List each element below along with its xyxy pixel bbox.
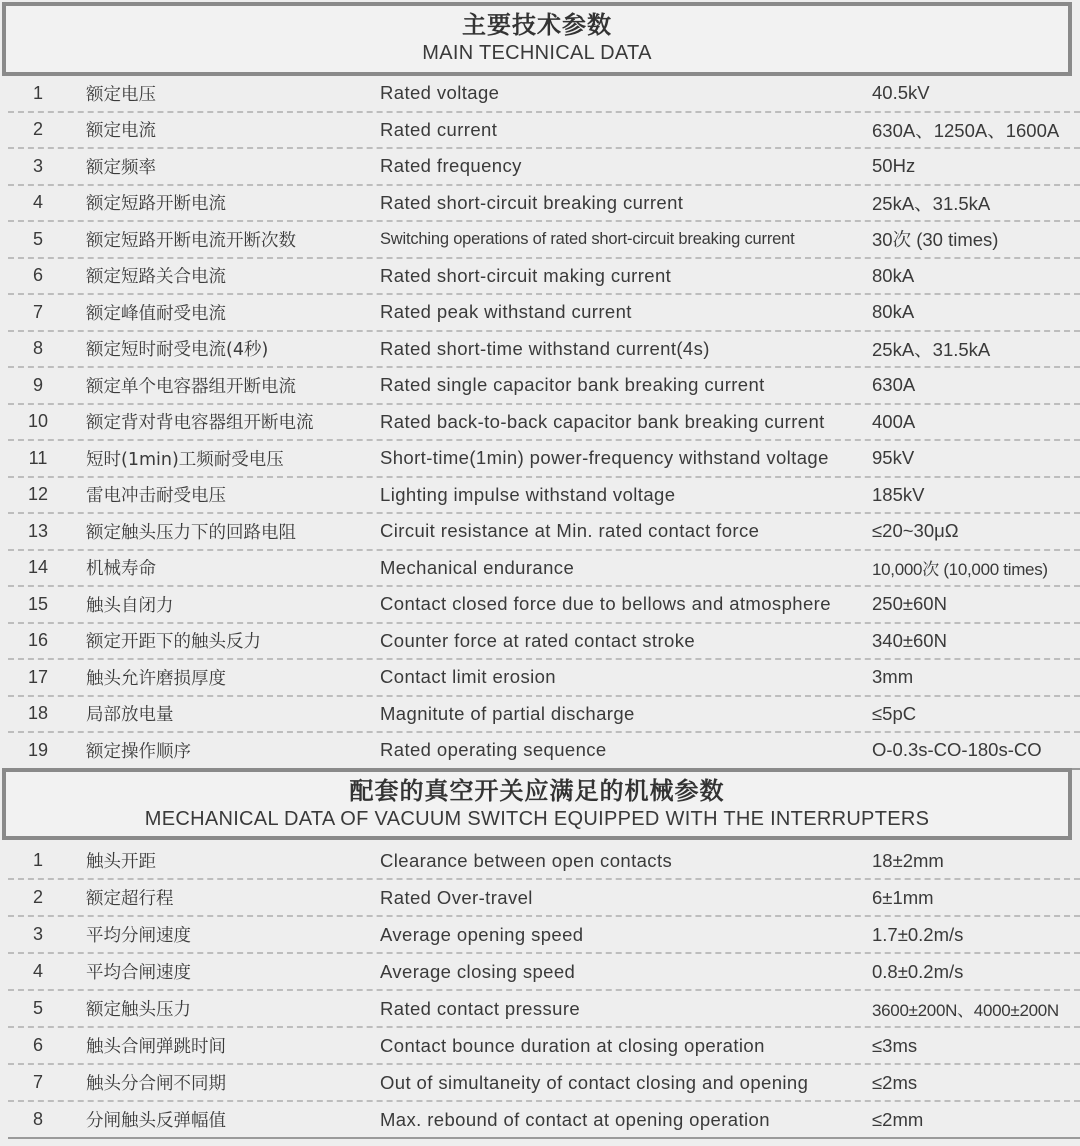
parameter-name-cn: 额定操作顺序 bbox=[86, 741, 191, 762]
parameter-name-en: Rated back-to-back capacitor bank breaking current bbox=[380, 410, 825, 432]
section-title-cn: 配套的真空开关应满足的机械参数 bbox=[349, 777, 725, 805]
parameter-name-en: Rated operating sequence bbox=[380, 739, 607, 761]
section-title-en: MAIN TECHNICAL DATA bbox=[422, 42, 652, 64]
parameter-name-en: Switching operations of rated short-circuit breaking current bbox=[380, 229, 795, 248]
parameter-value: ≤2mm bbox=[872, 1108, 924, 1130]
parameter-name-en: Out of simultaneity of contact closing and opening bbox=[380, 1071, 809, 1093]
parameter-value: 30次 (30 times) bbox=[872, 229, 999, 251]
parameter-value: 40.5kV bbox=[872, 82, 930, 104]
row-number: 1 bbox=[32, 82, 43, 103]
parameter-value: 630A、1250A、1600A bbox=[872, 119, 1060, 141]
row-number: 7 bbox=[32, 301, 43, 322]
parameter-name-cn: 额定电流 bbox=[86, 121, 156, 142]
parameter-value: 50Hz bbox=[872, 155, 916, 177]
parameter-name-cn: 额定电压 bbox=[86, 84, 156, 105]
parameter-name-en: Contact limit erosion bbox=[380, 666, 556, 688]
parameter-name-en: Rated short-time withstand current(4s) bbox=[380, 337, 710, 359]
row-number: 5 bbox=[32, 228, 43, 249]
parameter-name-en: Short-time(1min) power-frequency withstand voltage bbox=[380, 447, 829, 469]
parameter-value: 0.8±0.2m/s bbox=[872, 960, 964, 982]
table-row bbox=[8, 514, 1080, 551]
parameter-value: 630A bbox=[872, 374, 916, 396]
row-number: 7 bbox=[32, 1072, 43, 1092]
parameter-name-cn: 雷电冲击耐受电压 bbox=[86, 486, 226, 507]
parameter-name-cn: 额定触头压力下的回路电阻 bbox=[86, 522, 296, 543]
row-number: 8 bbox=[32, 1109, 43, 1129]
parameter-name-en: Max. rebound of contact at opening operation bbox=[380, 1108, 770, 1130]
row-number: 8 bbox=[32, 338, 43, 359]
table-row bbox=[8, 1065, 1080, 1102]
parameter-value: 250±60N bbox=[872, 593, 947, 615]
parameter-name-cn: 触头自闭力 bbox=[86, 595, 174, 616]
parameter-name-cn: 额定短路开断电流 bbox=[86, 194, 226, 215]
table-row bbox=[8, 954, 1080, 991]
parameter-name-cn: 额定背对背电容器组开断电流 bbox=[86, 413, 314, 434]
table-row bbox=[8, 259, 1080, 296]
parameter-name-cn: 额定短时耐受电流(4秒) bbox=[86, 340, 269, 361]
table-row bbox=[8, 697, 1080, 734]
parameter-name-cn: 平均合闸速度 bbox=[86, 963, 191, 983]
parameter-value: 10,000次 (10,000 times) bbox=[872, 560, 1048, 580]
mechanical-data-table bbox=[8, 843, 1080, 1139]
row-number: 2 bbox=[32, 119, 43, 140]
parameter-value: 80kA bbox=[872, 264, 915, 286]
table-row bbox=[8, 917, 1080, 954]
row-number: 3 bbox=[32, 924, 43, 944]
row-number: 11 bbox=[28, 447, 48, 468]
table-row bbox=[8, 222, 1080, 259]
parameter-value: 25kA、31.5kA bbox=[872, 338, 991, 360]
table-row bbox=[8, 441, 1080, 478]
row-number: 15 bbox=[27, 593, 49, 614]
row-number: 10 bbox=[27, 411, 49, 432]
parameter-value: ≤2ms bbox=[872, 1071, 918, 1093]
parameter-name-cn: 额定峰值耐受电流 bbox=[86, 303, 226, 324]
row-number: 9 bbox=[32, 374, 43, 395]
table-row bbox=[8, 113, 1080, 150]
parameter-value: 340±60N bbox=[872, 629, 947, 651]
table-row bbox=[8, 186, 1080, 223]
parameter-value: O-0.3s-CO-180s-CO bbox=[872, 739, 1042, 761]
parameter-value: 400A bbox=[872, 410, 916, 432]
parameter-name-en: Rated contact pressure bbox=[380, 997, 581, 1019]
parameter-name-cn: 额定超行程 bbox=[86, 889, 174, 909]
parameter-name-en: Rated single capacitor bank breaking current bbox=[380, 374, 765, 396]
parameter-name-en: Average closing speed bbox=[380, 960, 576, 982]
table-row bbox=[8, 733, 1080, 770]
row-number: 12 bbox=[27, 484, 49, 505]
mechanical-data-header bbox=[2, 768, 1072, 840]
parameter-value: 80kA bbox=[872, 301, 915, 323]
parameter-value: 185kV bbox=[872, 483, 925, 505]
parameter-name-en: Lighting impulse withstand voltage bbox=[380, 483, 676, 505]
parameter-name-en: Mechanical endurance bbox=[380, 556, 575, 578]
row-number: 4 bbox=[32, 192, 43, 213]
table-row bbox=[8, 1102, 1080, 1139]
parameter-name-en: Rated short-circuit breaking current bbox=[380, 191, 684, 213]
main-technical-data-table bbox=[8, 76, 1080, 770]
parameter-value: 1.7±0.2m/s bbox=[872, 923, 964, 945]
row-number: 16 bbox=[27, 630, 49, 651]
row-number: 18 bbox=[27, 703, 49, 724]
row-number: 1 bbox=[32, 850, 43, 870]
parameter-name-cn: 局部放电量 bbox=[86, 705, 174, 726]
table-row bbox=[8, 880, 1080, 917]
parameter-name-cn: 分闸触头反弹幅值 bbox=[86, 1111, 226, 1131]
parameter-name-en: Rated short-circuit making current bbox=[380, 264, 672, 286]
row-number: 19 bbox=[27, 739, 49, 760]
table-row bbox=[8, 478, 1080, 515]
table-row bbox=[8, 991, 1080, 1028]
table-row bbox=[8, 551, 1080, 588]
parameter-value: 6±1mm bbox=[872, 886, 934, 908]
parameter-name-cn: 触头开距 bbox=[86, 852, 156, 872]
parameter-name-cn: 机械寿命 bbox=[86, 559, 156, 580]
parameter-name-en: Rated current bbox=[380, 118, 498, 140]
table-row bbox=[8, 405, 1080, 442]
parameter-name-cn: 额定短路关合电流 bbox=[86, 267, 226, 288]
parameter-name-en: Circuit resistance at Min. rated contact force bbox=[380, 520, 760, 542]
parameter-value: ≤5pC bbox=[872, 702, 917, 724]
table-row bbox=[8, 295, 1080, 332]
parameter-name-en: Magnitute of partial discharge bbox=[380, 702, 635, 724]
parameter-value: ≤3ms bbox=[872, 1034, 918, 1056]
parameter-name-en: Counter force at rated contact stroke bbox=[380, 629, 696, 651]
table-row bbox=[8, 660, 1080, 697]
parameter-name-cn: 短时(1min)工频耐受电压 bbox=[86, 449, 284, 470]
parameter-value: 18±2mm bbox=[872, 849, 944, 871]
parameter-name-cn: 额定触头压力 bbox=[86, 1000, 191, 1020]
table-row bbox=[8, 843, 1080, 880]
table-row bbox=[8, 624, 1080, 661]
parameter-value: 25kA、31.5kA bbox=[872, 192, 991, 214]
row-number: 14 bbox=[27, 557, 49, 578]
parameter-name-cn: 额定单个电容器组开断电流 bbox=[86, 376, 296, 397]
row-number: 6 bbox=[32, 265, 43, 286]
parameter-name-cn: 触头分合闸不同期 bbox=[86, 1074, 226, 1094]
parameter-value: ≤20~30μΩ bbox=[872, 520, 959, 542]
parameter-name-en: Rated voltage bbox=[380, 82, 500, 104]
table-row bbox=[8, 1028, 1080, 1065]
parameter-name-en: Rated peak withstand current bbox=[380, 301, 632, 323]
row-number: 6 bbox=[32, 1035, 43, 1055]
row-number: 3 bbox=[32, 155, 43, 176]
table-row bbox=[8, 149, 1080, 186]
row-number: 2 bbox=[32, 887, 43, 907]
parameter-name-en: Contact closed force due to bellows and atmosphere bbox=[380, 593, 831, 615]
section-title-en: MECHANICAL DATA OF VACUUM SWITCH EQUIPPED WITH THE INTERRUPTERS bbox=[144, 808, 930, 830]
parameter-name-en: Rated frequency bbox=[380, 155, 522, 177]
parameter-name-en: Average opening speed bbox=[380, 923, 584, 945]
table-row bbox=[8, 368, 1080, 405]
section-title-cn: 主要技术参数 bbox=[462, 11, 612, 39]
table-row bbox=[8, 587, 1080, 624]
parameter-name-en: Clearance between open contacts bbox=[380, 849, 673, 871]
parameter-name-en: Contact bounce duration at closing operation bbox=[380, 1034, 765, 1056]
parameter-name-cn: 额定开距下的触头反力 bbox=[86, 632, 261, 653]
parameter-name-cn: 触头允许磨损厚度 bbox=[86, 668, 226, 689]
parameter-name-cn: 触头合闸弹跳时间 bbox=[86, 1037, 226, 1057]
row-number: 4 bbox=[32, 961, 43, 981]
parameter-value: 3mm bbox=[872, 666, 914, 688]
table-row bbox=[8, 76, 1080, 113]
parameter-value: 3600±200N、4000±200N bbox=[872, 1001, 1059, 1020]
parameter-name-cn: 额定频率 bbox=[86, 157, 156, 178]
row-number: 17 bbox=[27, 666, 49, 687]
row-number: 13 bbox=[27, 520, 49, 541]
parameter-name-en: Rated Over-travel bbox=[380, 886, 533, 908]
main-technical-data-header bbox=[2, 2, 1072, 76]
table-row bbox=[8, 332, 1080, 369]
parameter-name-cn: 平均分闸速度 bbox=[86, 926, 191, 946]
parameter-value: 95kV bbox=[872, 447, 915, 469]
row-number: 5 bbox=[32, 998, 43, 1018]
parameter-name-cn: 额定短路开断电流开断次数 bbox=[86, 230, 296, 251]
